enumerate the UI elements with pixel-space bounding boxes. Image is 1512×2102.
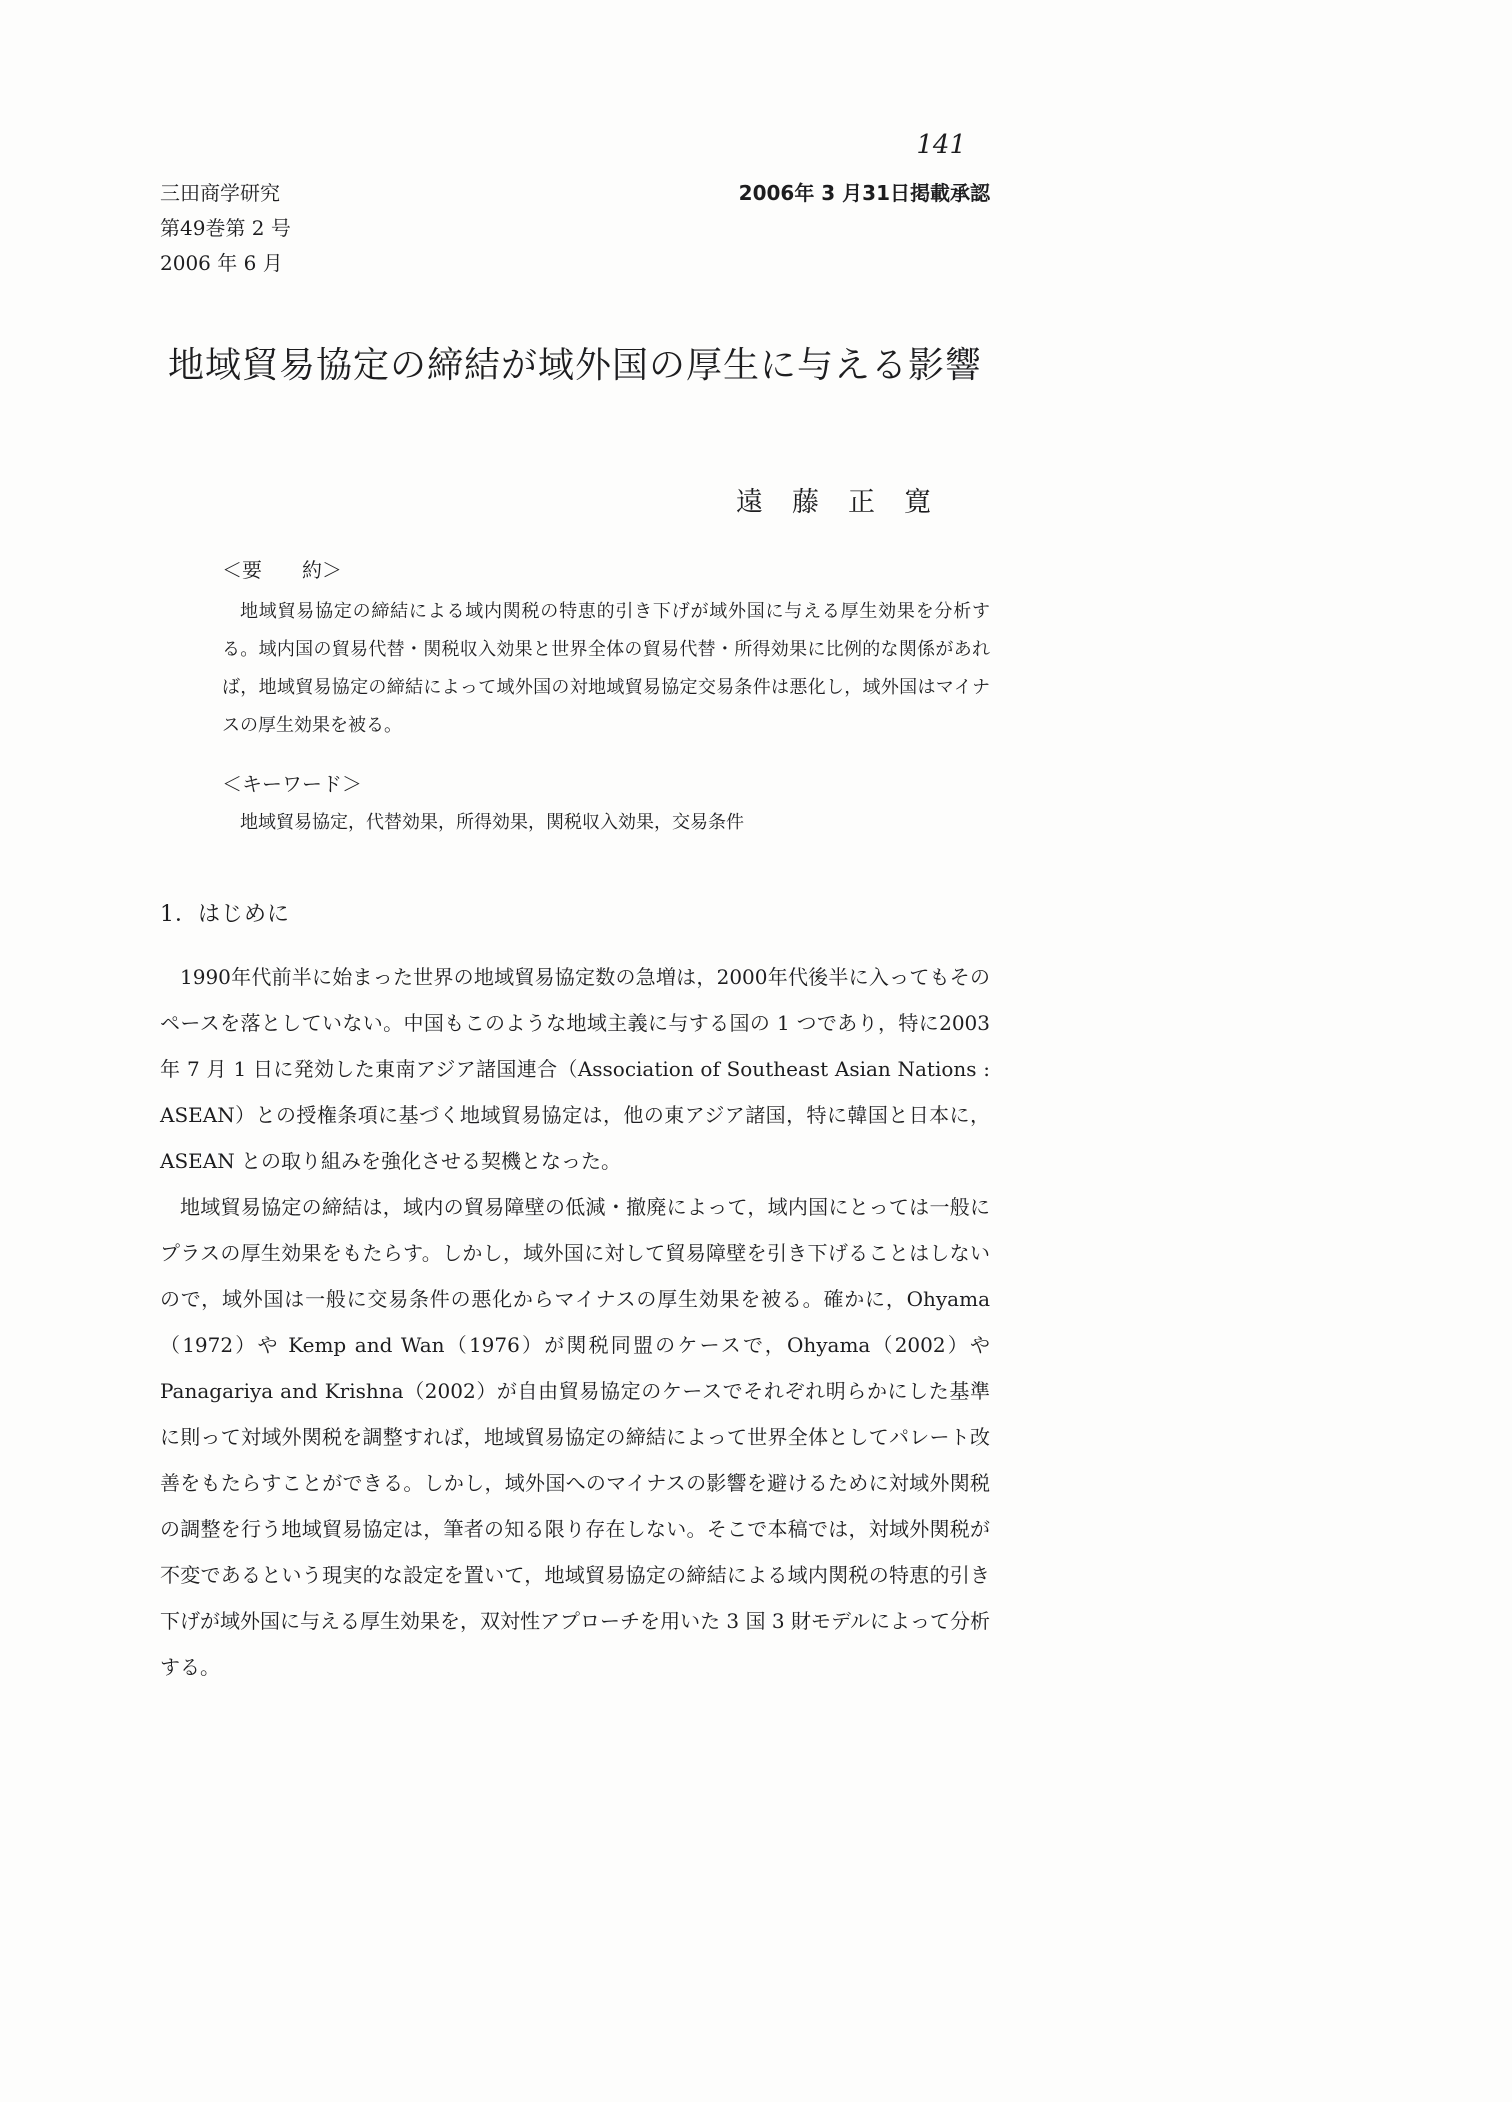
journal-volume-issue: 第49巻第 2 号: [160, 216, 291, 240]
paper-title: 地域貿易協定の締結が域外国の厚生に与える影響: [167, 345, 982, 386]
abstract-heading: ＜要 約＞: [222, 557, 342, 582]
page-content: [160, 0, 990, 1690]
abstract-body: 地域貿易協定の締結による域内関税の特恵的引き下げが域外国に与える厚生効果を分析する。域内国の貿易代替・関税収入効果と世界全体の貿易代替・所得効果に比例的な関係があれば，地域貿易協定の締結によって域外国の対地域貿易協定交易条件は悪化し，域外国はマイナスの厚生効果を被る。: [222, 600, 990, 736]
section-body: [160, 954, 990, 1690]
page-header: [160, 176, 990, 281]
journal-issue-date: 2006 年 6 月: [160, 251, 283, 275]
body-paragraph: 1990年代前半に始まった世界の地域貿易協定数の急増は，2000年代後半に入ってもそのペースを落としていない。中国もこのような地域主義に与する国の 1 つであり，特に2003年 7 月 1 日に発効した東南アジア諸国連合（Association of Southeast Asian Nations : ASEAN）との授権条項に基づく地域貿易協定は，他の東アジア諸国，特に韓国と日本に，ASEAN との取り組みを強化させる契機となった。: [160, 964, 990, 1173]
journal-info: [160, 176, 291, 281]
journal-name: 三田商学研究: [160, 181, 280, 205]
section-heading: 1．はじめに: [160, 901, 290, 927]
acceptance-note: 2006年 3 月31日掲載承認: [738, 181, 990, 205]
author-name: 遠 藤 正 寛: [736, 486, 932, 518]
abstract-section: [222, 555, 990, 745]
keywords-section: [222, 769, 990, 839]
page-number: 141: [916, 130, 966, 160]
body-paragraph: 地域貿易協定の締結は，域内の貿易障壁の低減・撤廃によって，域内国にとっては一般にプラスの厚生効果をもたらす。しかし，域外国に対して貿易障壁を引き下げることはしないので，域外国は一般に交易条件の悪化からマイナスの厚生効果を被る。確かに，Ohyama（1972）や Kemp and Wan（1976）が関税同盟のケースで，Ohyama（2002）や Panagariya and Krishna（2002）が自由貿易協定のケースでそれぞれ明らかにした基準に則って対域外関税を調整すれば，地域貿易協定の締結によって世界全体としてパレート改善をもたらすことができる。しかし，域外国へのマイナスの影響を避けるために対域外関税の調整を行う地域貿易協定は，筆者の知る限り存在しない。そこで本稿では，対域外関税が不変であるという現実的な設定を置いて，地域貿易協定の締結による域内関税の特恵的引き下げが域外国に与える厚生効果を，双対性アプローチを用いた 3 国 3 財モデルによって分析する。: [160, 1194, 990, 1679]
keywords-heading: ＜キーワード＞: [222, 771, 362, 796]
keywords-body: 地域貿易協定，代替効果，所得効果，関税収入効果，交易条件: [240, 811, 744, 833]
